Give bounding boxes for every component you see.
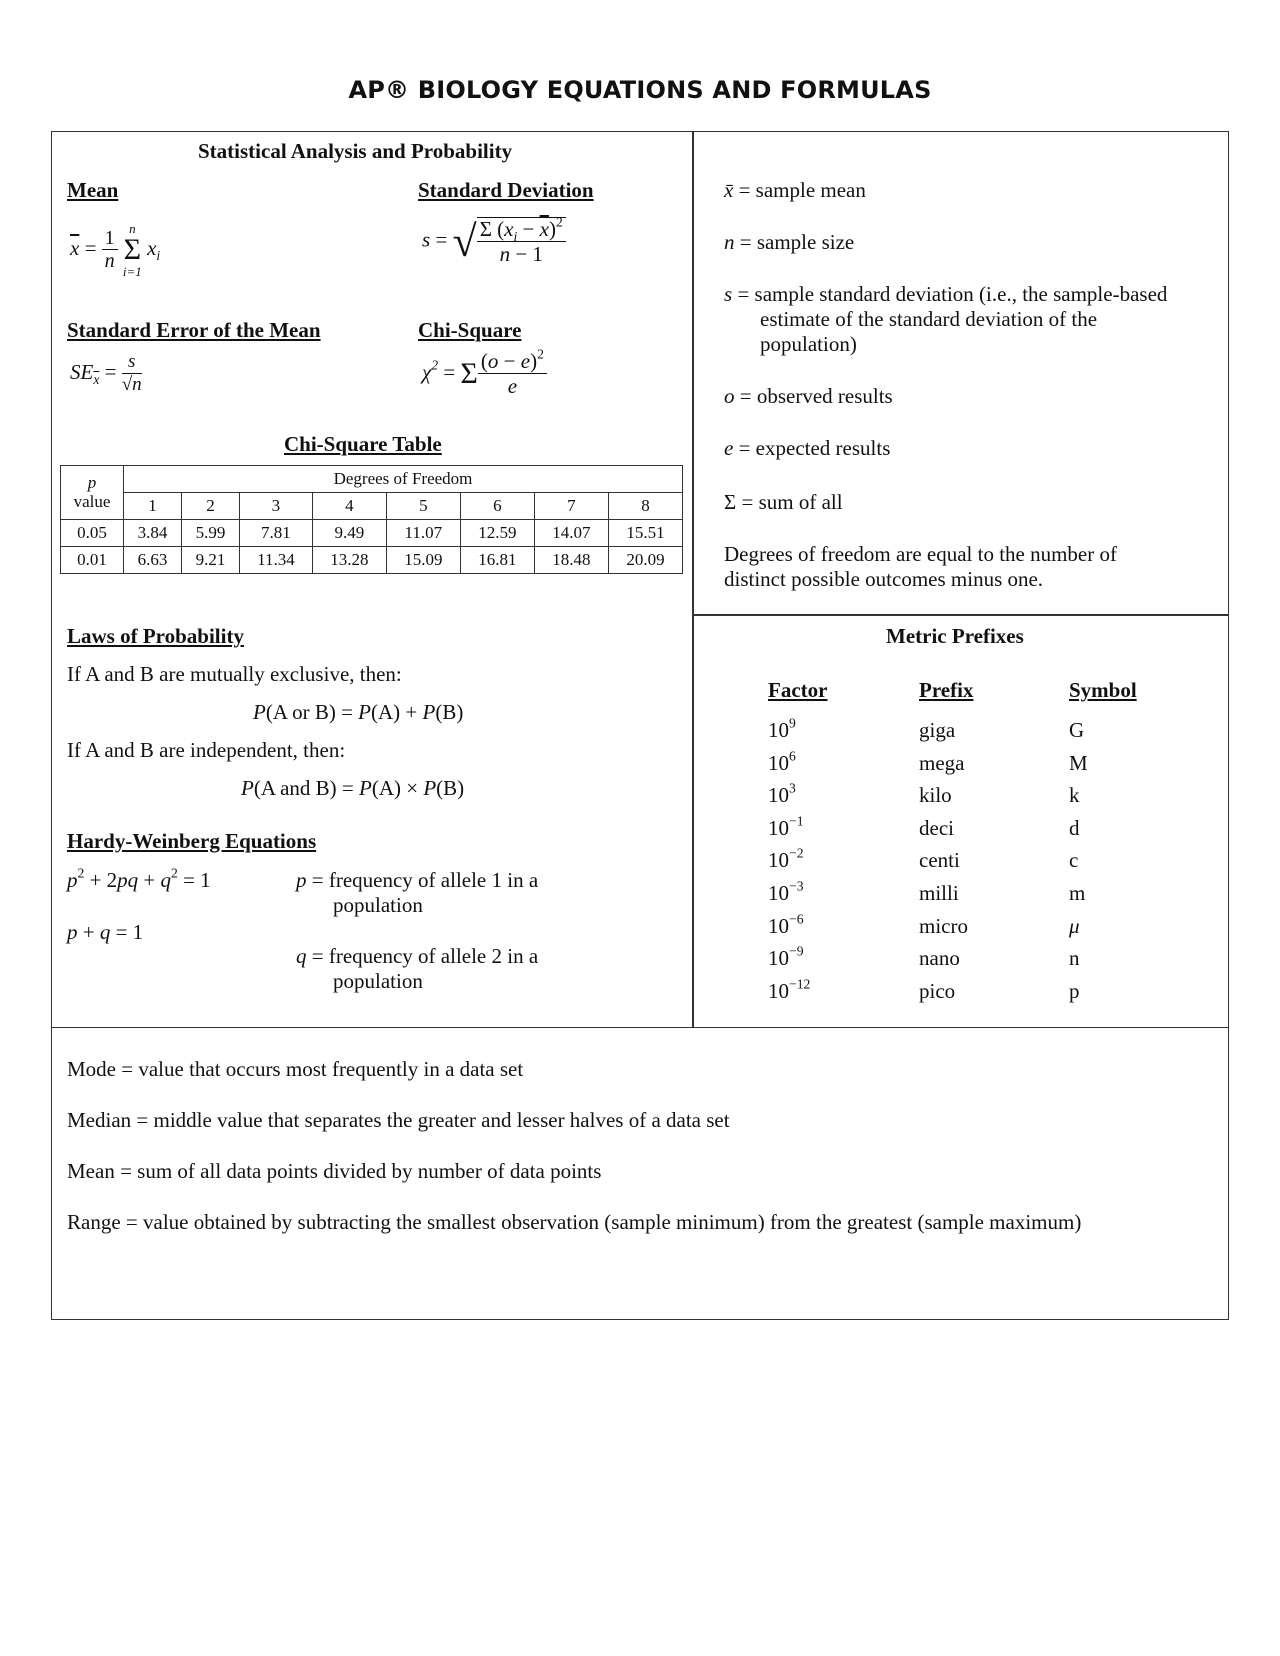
definition-mean: x̄ = sample mean (724, 178, 866, 202)
hardy-weinberg-heading: Hardy-Weinberg Equations (67, 829, 317, 853)
list-item: n (1069, 946, 1080, 971)
stats-section-title: Statistical Analysis and Probability (198, 139, 513, 163)
probability-line-1: If A and B are mutually exclusive, then: (67, 662, 402, 686)
list-item: $10^{-3}$ (768, 878, 804, 905)
factor-header: Factor (768, 678, 828, 702)
p-value-header: p value (61, 466, 124, 520)
list-item: $10^9$ (768, 715, 796, 742)
dof-cell: 3 (239, 493, 312, 520)
list-item: milli (919, 880, 959, 905)
dof-cell: 1 (124, 493, 182, 520)
median-definition: Median = middle value that separates the greater and lesser halves of a data set (67, 1108, 730, 1132)
list-item: d (1069, 815, 1080, 840)
list-item: $10^6$ (768, 748, 796, 775)
hardy-weinberg-formula-1: $p^2 + 2pq + q^2 = 1$ (67, 865, 211, 892)
list-item: μ (1069, 913, 1080, 938)
table-cell: 12.59 (460, 520, 534, 547)
p-definition: p = frequency of allele 1 in a population (296, 868, 539, 917)
table-cell: 11.34 (239, 547, 312, 574)
table-cell: 13.28 (312, 547, 386, 574)
table-cell: 15.09 (386, 547, 460, 574)
mode-definition: Mode = value that occurs most frequently in a data set (67, 1057, 524, 1081)
table-row (61, 547, 683, 574)
list-item: G (1069, 718, 1085, 742)
sd-heading: Standard Deviation (418, 178, 594, 202)
list-item: m (1069, 880, 1086, 905)
dof-cell: 7 (534, 493, 608, 520)
table-cell: 11.07 (386, 520, 460, 547)
chi-heading: Chi-Square (418, 318, 522, 342)
metric-divider (692, 614, 1229, 616)
list-item: c (1069, 848, 1079, 873)
table-cell: 3.84 (124, 520, 182, 547)
column-divider (692, 131, 694, 1028)
chi-square-formula: $\chi^2 = \Sigma$ $\frac{(o - e)^2}{e}$ (422, 350, 547, 398)
prefix-header: Prefix (919, 678, 974, 702)
factor-column (768, 714, 810, 1007)
table-cell: 18.48 (534, 547, 608, 574)
mean-formula: $\overline{x}$ = $\frac{1}{n}$ n Σ i=1 $x_i$ (70, 221, 161, 279)
list-item: $10^{-9}$ (768, 943, 804, 971)
definition-o: o = observed results (724, 384, 893, 408)
list-item: $10^{-12}$ (768, 976, 811, 1003)
dof-note: Degrees of freedom are equal to the number of distinct possible outcomes minus one. (724, 542, 1117, 591)
hardy-weinberg-formula-2: p + q = 1 (67, 920, 144, 944)
chi-table-heading: Chi-Square Table (284, 432, 442, 456)
probability-heading: Laws of Probability (67, 624, 244, 648)
independent-formula: P(A and B) = P(A) × P(B) (241, 776, 465, 800)
symbol-column (1069, 714, 1088, 1007)
list-item: giga (919, 718, 956, 742)
table-cell: 14.07 (534, 520, 608, 547)
q-definition: q = frequency of allele 2 in a population (296, 944, 539, 993)
list-item: pico (919, 978, 956, 1003)
table-cell: 15.51 (608, 520, 682, 547)
prefix-column (919, 714, 968, 1007)
list-item: k (1069, 783, 1080, 808)
symbol-header: Symbol (1069, 678, 1137, 702)
table-cell: 5.99 (181, 520, 239, 547)
list-item: $10^{-1}$ (768, 813, 804, 840)
mean-definition: Mean = sum of all data points divided by number of data points (67, 1159, 602, 1183)
list-item: mega (919, 750, 965, 775)
table-cell: 20.09 (608, 547, 682, 574)
chi-square-table (60, 465, 683, 574)
dof-cell: 6 (460, 493, 534, 520)
definition-sigma: Σ = sum of all (724, 490, 843, 514)
table-cell: 9.21 (181, 547, 239, 574)
p-value-cell: 0.01 (61, 547, 124, 574)
list-item: $10^3$ (768, 780, 796, 808)
definition-s: s = sample standard deviation (i.e., the sample-based estimate of the standard deviation of the population) (724, 282, 1168, 356)
range-definition: Range = value obtained by subtracting the smallest observation (sample minimum) from the greatest (sample maximum) (67, 1210, 1082, 1234)
mutually-exclusive-formula: P(A or B) = P(A) + P(B) (253, 700, 464, 724)
list-item: $10^{-6}$ (768, 911, 804, 938)
metric-title: Metric Prefixes (886, 624, 1024, 648)
definition-e: e = expected results (724, 436, 891, 460)
list-item: nano (919, 946, 960, 971)
list-item: p (1069, 978, 1080, 1003)
list-item: M (1069, 750, 1088, 775)
sem-formula: $SE_{\overline{x}}$ = $\frac{s}{√n}$ (70, 351, 142, 395)
mean-heading: Mean (67, 178, 119, 202)
p-value-cell: 0.05 (61, 520, 124, 547)
list-item: $10^{-2}$ (768, 845, 804, 873)
list-item: deci (919, 815, 954, 840)
list-item: micro (919, 913, 968, 938)
table-row (61, 520, 683, 547)
probability-line-2: If A and B are independent, then: (67, 738, 346, 762)
dof-cell: 5 (386, 493, 460, 520)
dof-cell: 8 (608, 493, 682, 520)
table-cell: 16.81 (460, 547, 534, 574)
sem-heading: Standard Error of the Mean (67, 318, 321, 342)
list-item: centi (919, 848, 960, 873)
page-title: AP® BIOLOGY EQUATIONS AND FORMULAS (348, 76, 932, 104)
definition-n: n = sample size (724, 230, 855, 254)
table-cell: 6.63 (124, 547, 182, 574)
table-cell: 9.49 (312, 520, 386, 547)
dof-cell: 2 (181, 493, 239, 520)
table-cell: 7.81 (239, 520, 312, 547)
sd-formula: s = √ $\frac{\Sigma (x_i - \overline{x})^2}{n - 1}$ (422, 216, 566, 267)
dof-cell: 4 (312, 493, 386, 520)
list-item: kilo (919, 783, 952, 808)
dof-header: Degrees of Freedom (124, 466, 683, 493)
